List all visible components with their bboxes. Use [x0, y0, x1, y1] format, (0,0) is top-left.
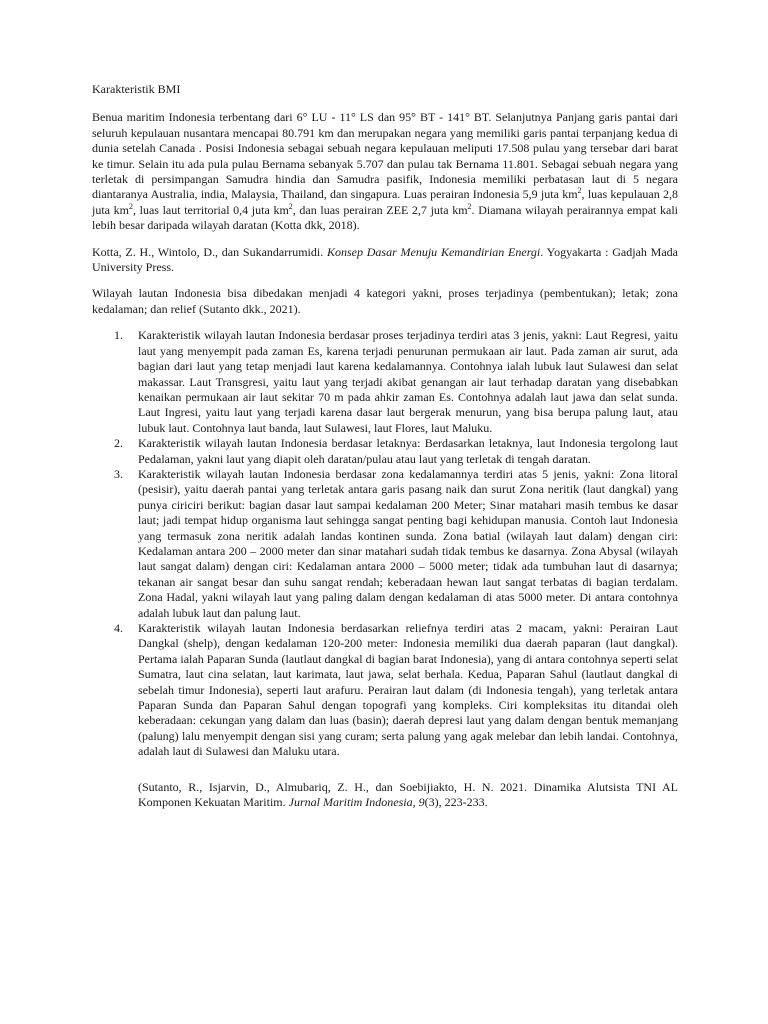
reference-sutanto-pages: (3), 223-233. [424, 795, 488, 810]
list-item [92, 436, 678, 467]
list-item-text: Karakteristik wilayah lautan Indonesia berdasar proses terjadinya terdiri atas 3 jenis, yakni: Laut Regresi, yaitu laut yang menyempit pada zaman Es, karena terjadi penurunan permukaan air laut. Pada zaman air surut, ada bagian dari laut yang tetap menjadi laut karena kedalamannya. Contohnya ialah lubuk laut Sulawesi dan selat makassar. Laut Transgresi, yaitu laut yang terjadi akibat genangan air laut terhadap daratan yang disebabkan kenaikan permukaan air laut sekitar 70 m pada ahkir zaman Es. Contohnya adalah laut jawa dan selat sunda. Laut Ingresi, yaitu laut yang terjadi karena dasar laut bergerak menurun, yang bisa berupa palung laut, atau lubuk laut. Contohnya laut banda, laut Sulawesi, laut Flores, laut Maluku. [138, 328, 678, 435]
reference-sutanto-journal: Jurnal Maritim Indonesia, [288, 795, 416, 810]
intro-paragraph [92, 110, 678, 233]
intro-text-1: Benua maritim Indonesia terbentang dari 6° LU - 11° LS dan 95° BT - 141° BT. Selanjutnya Panjang garis pantai dari seluruh kepulauan nusantara mencapai 80.791 km dan merupakan negara yang memiliki garis pantai terpanjang kedua di dunia setelah Canada . Posisi Indonesia sebagai sebuah negara kepulauan meliputi 17.508 pulau yang tersebar dari barat ke timur. Selain itu ada pula pulau Bernama sebanyak 5.707 dan pulau tak Bernama 11.801. Sebagai sebuah negara yang terletak di persimpangan Samudra hindia dan Samudra pasifik, Indonesia memiliki perbatasan laut di 5 negara diantaranya Australia, india, Malaysia, Thailand, dan singapura. Luas perairan Indonesia 5,9 juta km [92, 110, 678, 202]
list-item-text: Karakteristik wilayah lautan Indonesia berdasar zona kedalamannya terdiri atas 5 jenis, yakni: Zona litoral (pesisir), yaitu daerah pantai yang terletak antara garis pasang naik dan surut Zona neritik (laut dangkal) yang punya ciriciri berikut: bagian dasar laut sampai kedalaman 200 Meter; Sinar matahari masih tembus ke dasar laut; jadi tempat hidup organisma laut sehingga sangat penting bagi kehidupan manusia. Contoh laut Indonesia yang termasuk zona neritik adalah landas kontinen sunda. Zona batial (wilayah laut dalam) dengan ciri: Kedalaman antara 200 – 2000 meter dan sinar matahari sudah tidak tembus ke dasarnya. Zona Abysal (wilayah laut sangat dalam) dengan ciri: Kedalaman antara 2000 – 5000 meter; tidak ada tumbuhan laut di dasarnya; tekanan air sangat besar dan suhu sangat rendah; keberadaan hewan laut sangat terbatas di bagian terdalam. Zona Hadal, yakni wilayah laut yang paling dalam dengan kedalaman di atas 5000 meter. Di antara contohnya adalah lubuk laut dan palung laut. [138, 466, 678, 620]
list-item [92, 621, 678, 760]
reference-sutanto-authors: (Sutanto, R., Isjarvin, D., Almubariq, Z. H., dan Soebijiakto, H. N. 2021. Dinamika Alutsista TNI AL Komponen Kekuatan Maritim. [138, 779, 678, 810]
list-item [92, 467, 678, 621]
reference-kotta-authors: Kotta, Z. H., Wintolo, D., dan Sukandarrumidi. [92, 244, 327, 259]
intro-text-3: , luas laut territorial 0,4 juta km [132, 202, 289, 217]
intro-text-5: . Diamana wilayah perairannya empat kali lebih besar daripada wilayah daratan (Kotta dkk, 2018). [92, 202, 678, 233]
reference-kotta [92, 245, 678, 276]
characteristics-list [92, 328, 678, 759]
list-item-number: 3. [114, 466, 123, 481]
superscript-3: 2 [288, 201, 293, 211]
superscript-2: 2 [128, 201, 133, 211]
list-item-number: 1. [114, 328, 123, 343]
reference-sutanto-volume: 9 [415, 795, 425, 810]
list-item-text: Karakteristik wilayah lautan Indonesia berdasar letaknya: Berdasarkan letaknya, laut Indonesia tergolong laut Pedalaman, yakni laut yang diapit oleh daratan/pulau atau laut yang terletak di tengah daratan. [138, 436, 678, 466]
intro-text-4: , dan luas perairan ZEE 2,7 juta km [292, 202, 468, 217]
reference-kotta-title: Konsep Dasar Menuju Kemandirian Energi [326, 244, 541, 259]
document-title: Karakteristik BMI [92, 82, 181, 96]
superscript-4: 2 [467, 201, 472, 211]
superscript-1: 2 [577, 186, 582, 196]
intro-text-2: , luas kepulauan 2,8 juta km [92, 187, 678, 217]
reference-kotta-publisher: . Yogyakarta : Gadjah Mada University Press. [92, 244, 678, 275]
list-item-number: 2. [114, 436, 123, 451]
document-body [92, 82, 678, 810]
list-item-text: Karakteristik wilayah lautan Indonesia berdasarkan reliefnya terdiri atas 2 macam, yakni: Perairan Laut Dangkal (shelp), dengan kedalaman 120-200 meter: Indonesia memiliki dua daerah paparan (laut dangkal). Pertama ialah Paparan Sunda (lautlaut dangkal di bagian barat Indonesia), yang di antara contohnya seperti selat Sumatra, laut cina selatan, laut karimata, laut jawa, selat berhala. Kedua, Paparan Sahul (lautlaut dangkal di sebelah timur Indonesia), seperti laut arafuru. Perairan laut dalam (di Indonesia tengah), yang terletak antara Paparan Sunda dan Paparan Sahul dengan topografi yang kompleks. Ciri kompleksitas itu ditandai oleh keberadaan: cekungan yang dalam dan luas (basin); daerah depresi laut yang dalam dengan bentuk memanjang (palung) lalu menyempit dengan sisi yang curam; serta palung yang agak melebar dan lebih landai. Contohnya, adalah laut di Sulawesi dan Maluku utara. [138, 621, 678, 759]
reference-sutanto [92, 780, 678, 811]
list-item [92, 328, 678, 436]
categories-paragraph: Wilayah lautan Indonesia bisa dibedakan menjadi 4 kategori yakni, proses terjadinya (pembentukan); letak; zona kedalaman; dan relief (Sutanto dkk., 2021). [92, 286, 678, 316]
list-item-number: 4. [114, 621, 123, 635]
